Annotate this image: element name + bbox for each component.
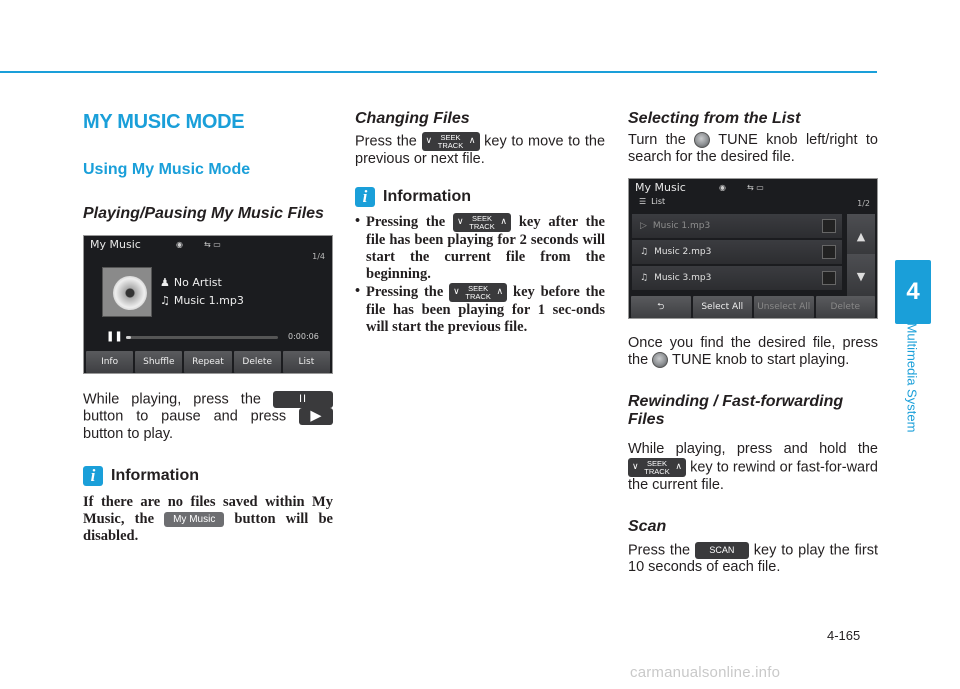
key-label: SEEK: [472, 213, 493, 223]
playback-button-bar: [84, 351, 332, 373]
text: button will be disabled.: [83, 510, 333, 544]
my-music-list-screen: [628, 178, 878, 319]
column-3: [628, 108, 878, 576]
information-note: [83, 494, 333, 545]
list-item: [355, 213, 605, 283]
text: While playing, press and hold the: [628, 441, 878, 457]
text: While playing, press the: [83, 391, 261, 408]
text: Press the: [628, 542, 691, 559]
scroll-down-button[interactable]: [847, 254, 875, 298]
select-checkbox[interactable]: [822, 271, 836, 285]
screen-title: My Music: [635, 181, 686, 194]
information-heading: [355, 187, 605, 207]
page-number: 4-165: [827, 628, 861, 643]
watermark: carmanualsonline.info: [630, 664, 781, 681]
screen-title: My Music: [90, 238, 141, 251]
triangle-down-icon: ▼: [856, 269, 866, 283]
seek-track-key: [628, 458, 686, 477]
key-label: SEEK: [646, 458, 667, 468]
play-circle-icon: ▷: [640, 221, 647, 231]
heading-playing-pausing: Playing/Pausing My Music Files: [83, 205, 324, 222]
info-button[interactable]: Info: [86, 351, 133, 373]
key-label: TRACK: [437, 140, 464, 150]
delete-button[interactable]: Delete: [234, 351, 281, 373]
triangle-up-icon: ▲: [856, 229, 866, 243]
bluetooth-icon: ◉: [719, 183, 726, 192]
play-icon: ▶: [310, 408, 322, 425]
chevron-up-icon: ∧: [468, 135, 476, 145]
heading-rewinding: Rewinding / Fast-forwarding Files: [628, 393, 844, 428]
seek-track-key: [453, 213, 511, 232]
bluetooth-icon: ◉: [176, 240, 183, 249]
artist-name: No Artist: [173, 276, 222, 289]
section-title: MY MUSIC MODE: [83, 111, 245, 133]
text: Pressing the: [366, 283, 444, 300]
paragraph-once-found: [628, 335, 878, 369]
music-note-icon: ♫: [640, 247, 649, 257]
text: key to move to the previous or next file.: [355, 133, 606, 167]
back-button[interactable]: [631, 296, 691, 318]
back-arrow-icon: ⮌: [657, 302, 665, 312]
file-name: Music 1.mp3: [652, 221, 711, 231]
elapsed-time: 0:00:06: [288, 332, 319, 341]
tune-knob-icon: [694, 132, 710, 148]
heading-selecting-list: Selecting from the List: [628, 110, 801, 127]
text: Turn the: [628, 132, 686, 148]
text: TUNE knob to start playing.: [671, 352, 850, 368]
section-subtitle: Using My Music Mode: [83, 161, 251, 178]
shuffle-button[interactable]: Shuffle: [135, 351, 182, 373]
repeat-button[interactable]: Repeat: [184, 351, 231, 373]
text: key before the file has been playing for 1 sec-onds will start the previous file.: [366, 283, 605, 335]
text: Pressing the: [366, 213, 446, 230]
text: Press the: [355, 133, 417, 150]
scan-key: SCAN: [695, 542, 749, 559]
seek-track-key: [422, 132, 480, 151]
information-icon: i: [83, 466, 103, 486]
list-row[interactable]: [632, 240, 842, 264]
chapter-label: [897, 312, 927, 442]
paragraph-scan: [628, 542, 878, 576]
track-row: [160, 294, 244, 307]
column-1: [83, 108, 333, 545]
list-header: [639, 197, 665, 206]
scroll-up-button[interactable]: [847, 214, 875, 258]
key-label: TRACK: [465, 291, 491, 301]
key-label: SEEK: [440, 132, 461, 142]
text: Once you find the desired file, press the: [628, 335, 878, 368]
information-list: [355, 213, 605, 336]
text: key to rewind or fast-for-ward the current file.: [628, 459, 878, 493]
select-checkbox[interactable]: [822, 219, 836, 233]
list-row[interactable]: [632, 266, 842, 290]
column-2: [355, 108, 605, 336]
disc-icon: [113, 276, 147, 310]
paragraph-pause-play: [83, 391, 333, 443]
my-music-key: My Music: [164, 512, 224, 527]
album-art: [102, 267, 152, 317]
text: button to pause and press: [83, 408, 287, 425]
my-music-playback-screen: [83, 235, 333, 374]
chevron-down-icon: ∨: [425, 135, 433, 145]
artist-icon: ♟: [160, 276, 170, 289]
key-label: TRACK: [644, 466, 670, 476]
tune-knob-icon: [652, 352, 668, 368]
information-heading: [83, 466, 333, 486]
text: key after the file has been playing for 2 seconds will start the current file from the beginning.: [366, 213, 605, 282]
paragraph-rewinding: [628, 441, 878, 494]
music-note-icon: ♫: [640, 273, 649, 283]
information-icon: i: [355, 187, 375, 207]
list-row[interactable]: [632, 214, 842, 238]
top-rule: [0, 71, 877, 73]
list-label: List: [651, 197, 666, 206]
play-key: [299, 408, 333, 425]
list-button-bar: [629, 296, 877, 318]
select-all-button[interactable]: Select All: [693, 296, 753, 318]
paragraph-selecting: [628, 132, 878, 166]
usb-icon: ⇆ ▭: [204, 240, 221, 249]
paragraph-changing-files: [355, 132, 605, 168]
chevron-up-icon: ∧: [496, 286, 504, 296]
delete-button[interactable]: Delete: [816, 296, 876, 318]
text: TUNE knob left/right to search for the desired file.: [628, 132, 878, 165]
track-counter: 1/4: [312, 252, 325, 261]
file-name: Music 2.mp3: [654, 247, 712, 257]
heading-changing-files: Changing Files: [355, 110, 470, 127]
chevron-up-icon: ∧: [675, 461, 682, 471]
key-label: SEEK: [468, 283, 489, 293]
key-label: TRACK: [469, 221, 495, 231]
progress-bar[interactable]: [126, 336, 278, 339]
file-name: Music 3.mp3: [654, 273, 712, 283]
chevron-down-icon: ∨: [453, 286, 460, 296]
track-name: Music 1.mp3: [173, 294, 244, 307]
pause-icon[interactable]: ❚❚: [106, 331, 123, 342]
usb-icon: ⇆ ▭: [747, 183, 764, 192]
seek-track-key: [449, 283, 507, 302]
artist-row: [160, 276, 222, 289]
select-checkbox[interactable]: [822, 245, 836, 259]
text: button to play.: [83, 425, 174, 442]
chapter-label-text: Multimedia System: [904, 322, 920, 432]
music-note-icon: ♫: [160, 294, 170, 307]
text: If there are no files saved within My Music, the: [83, 493, 333, 527]
heading-scan: Scan: [628, 518, 667, 535]
chapter-number: 4: [906, 278, 920, 305]
page-counter: 1/2: [857, 199, 870, 208]
chevron-up-icon: ∧: [500, 216, 508, 226]
unselect-all-button[interactable]: Unselect All: [754, 296, 814, 318]
progress-fill: [126, 336, 131, 339]
chevron-down-icon: ∨: [632, 461, 639, 471]
chevron-down-icon: ∨: [457, 216, 464, 226]
pause-key: II: [273, 391, 333, 408]
information-title: Information: [111, 466, 199, 484]
list-icon: ☰: [639, 197, 647, 206]
text: key to play the first 10 seconds of each file.: [628, 542, 878, 576]
list-button[interactable]: List: [283, 351, 330, 373]
list-item: [355, 283, 605, 336]
information-title: Information: [383, 188, 471, 205]
